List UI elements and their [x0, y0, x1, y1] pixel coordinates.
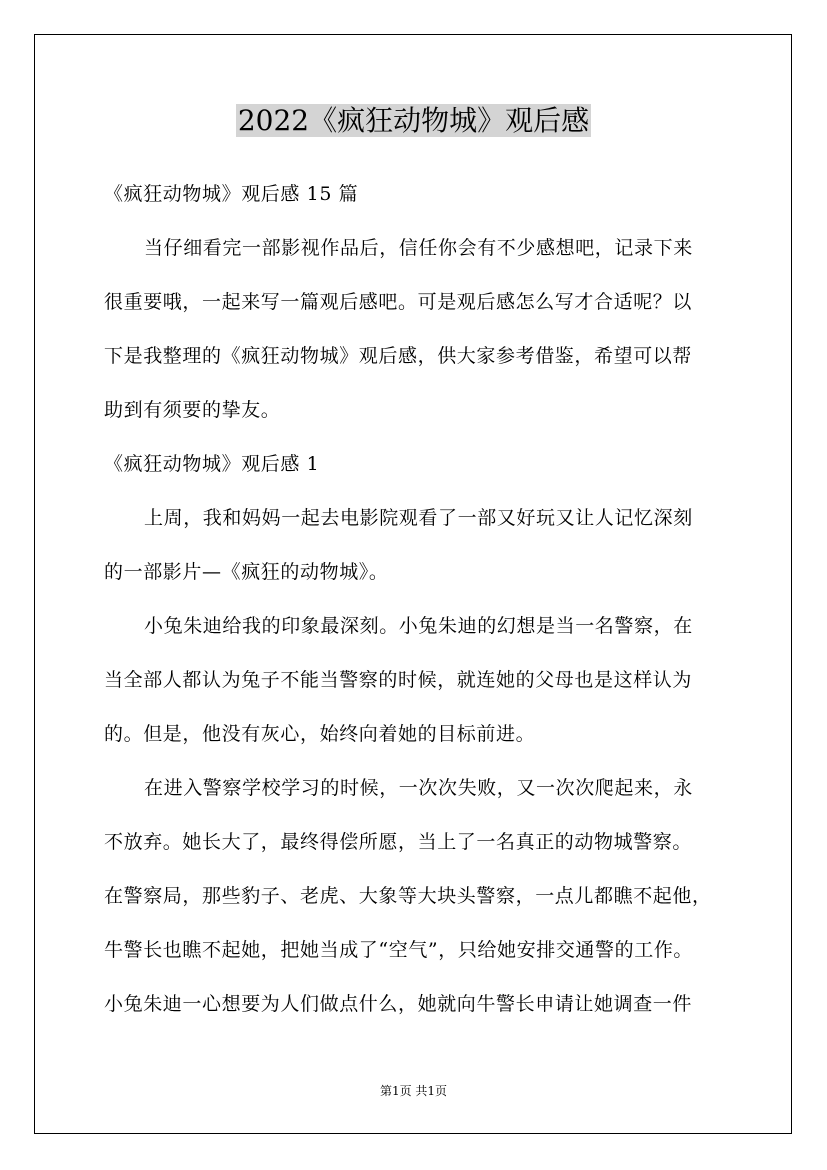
paragraph-line: 小兔朱迪一心想要为人们做点什么，她就向牛警长申请让她调查一件	[104, 993, 693, 1015]
paragraph-line: 助到有须要的挚友。	[104, 399, 281, 421]
paragraph-line: 的。但是，他没有灰心，始终向着她的目标前进。	[104, 723, 536, 745]
document-title	[0, 101, 827, 141]
paragraph-line: 小兔朱迪给我的印象最深刻。小兔朱迪的幻想是当一名警察，在	[144, 615, 693, 637]
paragraph-line: 下是我整理的《疯狂动物城》观后感，供大家参考借鉴，希望可以帮	[104, 345, 693, 367]
page-footer: 第1页 共1页	[379, 1084, 448, 1098]
paragraph-line: 在警察局，那些豹子、老虎、大象等大块头警察，一点儿都瞧不起他，	[104, 885, 712, 907]
paragraph-line: 上周，我和妈妈一起去电影院观看了一部又好玩又让人记忆深刻	[144, 507, 693, 529]
paragraph-line: 的一部影片—《疯狂的动物城》。	[104, 561, 389, 583]
section-heading: 《疯狂动物城》观后感 1	[104, 453, 320, 475]
paragraph-line: 很重要哦，一起来写一篇观后感吧。可是观后感怎么写才合适呢？以	[104, 291, 693, 313]
subtitle-line: 《疯狂动物城》观后感 15 篇	[104, 183, 359, 205]
paragraph-line: 牛警长也瞧不起她，把她当成了“空气”，只给她安排交通警的工作。	[104, 939, 694, 961]
paragraph-line: 不放弃。她长大了，最终得偿所愿，当上了一名真正的动物城警察。	[104, 831, 693, 853]
paragraph-line: 当全部人都认为兔子不能当警察的时候，就连她的父母也是这样认为	[104, 669, 693, 691]
document-title-text: 2022《疯狂动物城》观后感	[237, 104, 590, 137]
paragraph-line: 在进入警察学校学习的时候，一次次失败，又一次次爬起来，永	[144, 777, 693, 799]
paragraph-line: 当仔细看完一部影视作品后，信任你会有不少感想吧，记录下来	[144, 237, 693, 259]
